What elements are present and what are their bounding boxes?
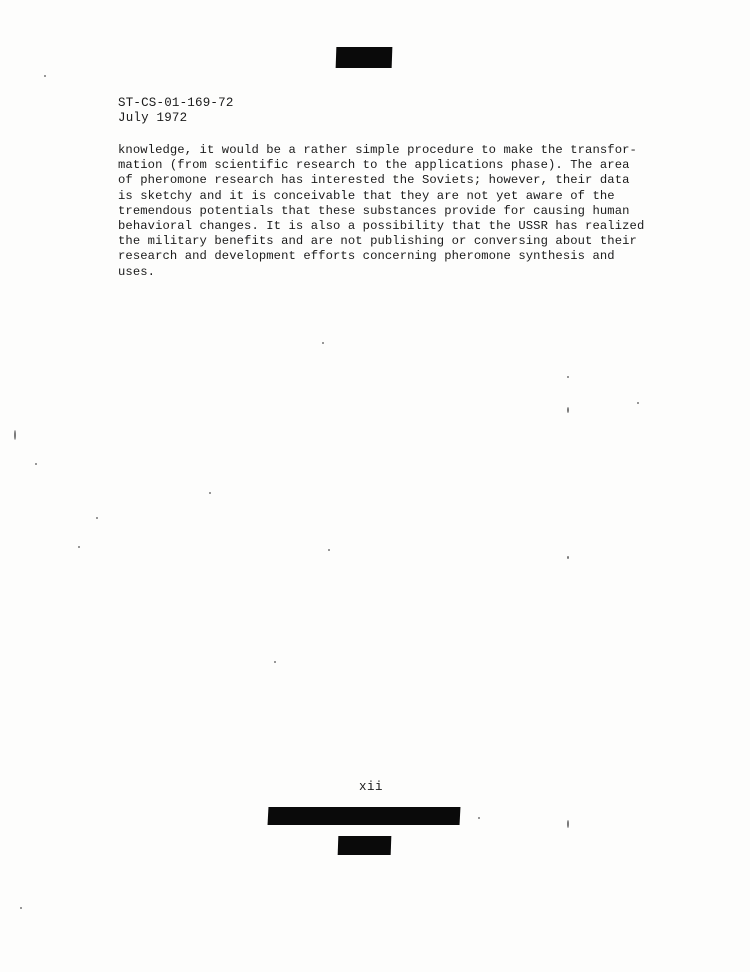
scan-speck bbox=[274, 661, 276, 663]
scan-speck bbox=[567, 556, 569, 559]
scan-speck bbox=[14, 430, 16, 440]
page-number: xii bbox=[359, 780, 384, 794]
body-line: uses. bbox=[118, 264, 156, 279]
scan-speck bbox=[567, 820, 569, 828]
scan-speck bbox=[44, 75, 46, 77]
scan-speck bbox=[35, 463, 37, 465]
scan-speck bbox=[209, 492, 211, 494]
scan-speck bbox=[567, 376, 569, 378]
scan-speck bbox=[328, 549, 330, 551]
document-header bbox=[118, 96, 234, 125]
redaction-bar-bottom-small bbox=[338, 836, 392, 855]
body-line: research and development efforts concerning pheromone synthesis and bbox=[118, 249, 615, 264]
scan-speck bbox=[567, 407, 569, 413]
body-line: tremendous potentials that these substances provide for causing human bbox=[118, 203, 630, 218]
body-paragraph bbox=[118, 143, 678, 280]
body-line: mation (from scientific research to the applications phase). The area bbox=[118, 158, 630, 173]
scan-speck bbox=[478, 817, 480, 819]
body-line: of pheromone research has interested the Soviets; however, their data bbox=[118, 173, 630, 188]
body-line: is sketchy and it is conceivable that they are not yet aware of the bbox=[118, 188, 615, 203]
scan-speck bbox=[322, 342, 324, 344]
redaction-bar-bottom-wide bbox=[268, 807, 461, 825]
scan-speck bbox=[96, 517, 98, 519]
scan-speck bbox=[20, 907, 22, 909]
document-id: ST-CS-01-169-72 bbox=[118, 96, 234, 110]
redaction-bar-top bbox=[336, 47, 393, 68]
body-line: behavioral changes. It is also a possibility that the USSR has realized bbox=[118, 219, 645, 234]
body-line: knowledge, it would be a rather simple procedure to make the transfor- bbox=[118, 143, 637, 157]
body-line: the military benefits and are not publishing or conversing about their bbox=[118, 234, 637, 249]
scan-speck bbox=[78, 546, 80, 548]
scan-speck bbox=[637, 402, 639, 404]
document-date: July 1972 bbox=[118, 110, 188, 125]
